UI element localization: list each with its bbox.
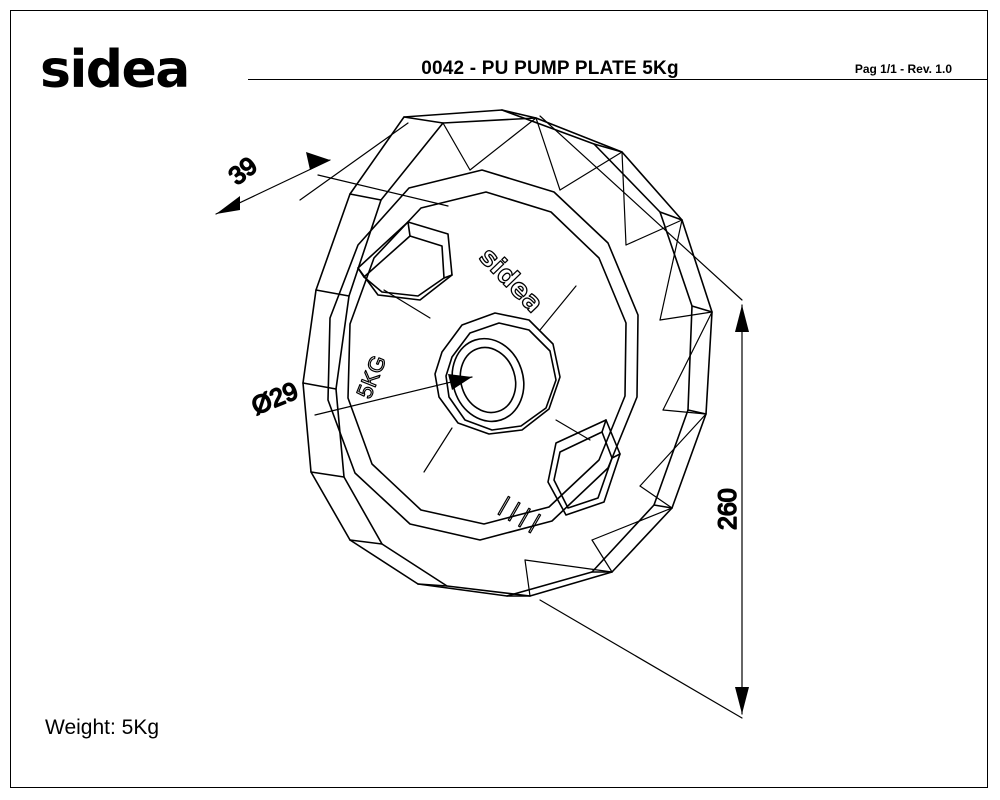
weight-label: Weight: 5Kg [45, 716, 160, 739]
embossed-brand-text: sidea [472, 242, 549, 320]
company-logo: sidea [40, 40, 189, 100]
plate-hub [435, 313, 560, 434]
dimension-thickness-label: 39 [223, 151, 263, 191]
embossed-weight-text: 5KG [351, 351, 392, 402]
dimension-bore-label: Ø29 [247, 376, 303, 421]
page-title: 0042 - PU PUMP PLATE 5Kg [421, 58, 679, 79]
dimension-diameter [540, 116, 749, 718]
embossed-bars-text: | | | | [494, 495, 543, 538]
dimension-diameter-label: 260 [714, 488, 742, 530]
revision-label: Pag 1/1 - Rev. 1.0 [854, 62, 952, 76]
